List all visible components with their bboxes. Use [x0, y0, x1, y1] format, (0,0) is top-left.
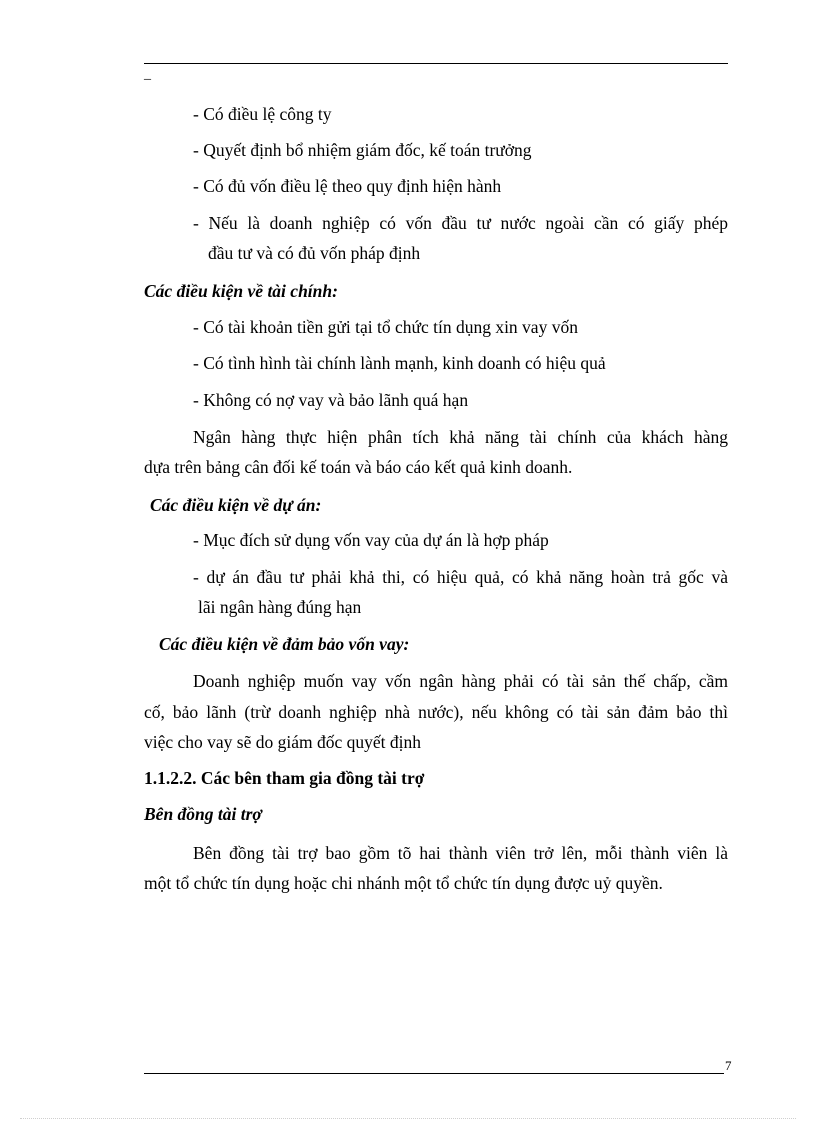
list-item: - Có đủ vốn điều lệ theo quy định hiện hành [193, 176, 502, 196]
paragraph-line: Bên đồng tài trợ bao gồm tõ hai thành viên trở lên, mỗi thành viên là [193, 843, 728, 863]
guarantee-heading: Các điều kiện về đảm bảo vốn vay: [159, 634, 410, 654]
paragraph-line: Ngân hàng thực hiện phân tích khả năng tài chính của khách hàng [193, 427, 728, 447]
finance-heading: Các điều kiện về tài chính: [144, 281, 338, 301]
list-item-continuation: đầu tư và có đủ vốn pháp định [208, 243, 421, 263]
list-item: - Không có nợ vay và bảo lãnh quá hạn [193, 390, 469, 410]
list-item-continuation: lãi ngân hàng đúng hạn [198, 597, 362, 617]
page-number: 7 [725, 1058, 732, 1073]
paragraph-line: cố, bảo lãnh (trừ doanh nghiệp nhà nước), nếu không có tài sản đảm bảo thì [144, 702, 728, 722]
subheading: Bên đồng tài trợ [144, 804, 262, 824]
footer-rule [144, 1073, 724, 1074]
section-title: 1.1.2.2. Các bên tham gia đồng tài trợ [144, 768, 425, 788]
list-item: - Quyết định bổ nhiệm giám đốc, kế toán trưởng [193, 140, 532, 160]
list-item: - Có tình hình tài chính lành mạnh, kinh doanh có hiệu quả [193, 353, 606, 373]
list-item: - Nếu là doanh nghiệp có vốn đầu tư nước ngoài cần có giấy phép [193, 213, 728, 233]
list-item: - Có điều lệ công ty [193, 104, 332, 124]
paragraph-line: việc cho vay sẽ do giám đốc quyết định [144, 732, 422, 752]
paragraph-line: một tổ chức tín dụng hoặc chi nhánh một tổ chức tín dụng được uỷ quyền. [144, 873, 663, 893]
list-item: - dự án đầu tư phải khả thi, có hiệu quả, có khả năng hoàn trả gốc và [193, 567, 728, 587]
page-edge [20, 1118, 796, 1119]
header-rule [144, 63, 728, 64]
list-item: - Có tài khoản tiền gửi tại tổ chức tín dụng xin vay vốn [193, 317, 578, 337]
header-dash: _ [144, 67, 151, 82]
paragraph-line: Doanh nghiệp muốn vay vốn ngân hàng phải có tài sản thế chấp, cầm [193, 671, 728, 691]
paragraph-line: dựa trên bảng cân đối kế toán và báo cáo kết quả kinh doanh. [144, 457, 573, 477]
project-heading: Các điều kiện về dự án: [150, 495, 322, 515]
list-item: - Mục đích sử dụng vốn vay của dự án là hợp pháp [193, 530, 549, 550]
